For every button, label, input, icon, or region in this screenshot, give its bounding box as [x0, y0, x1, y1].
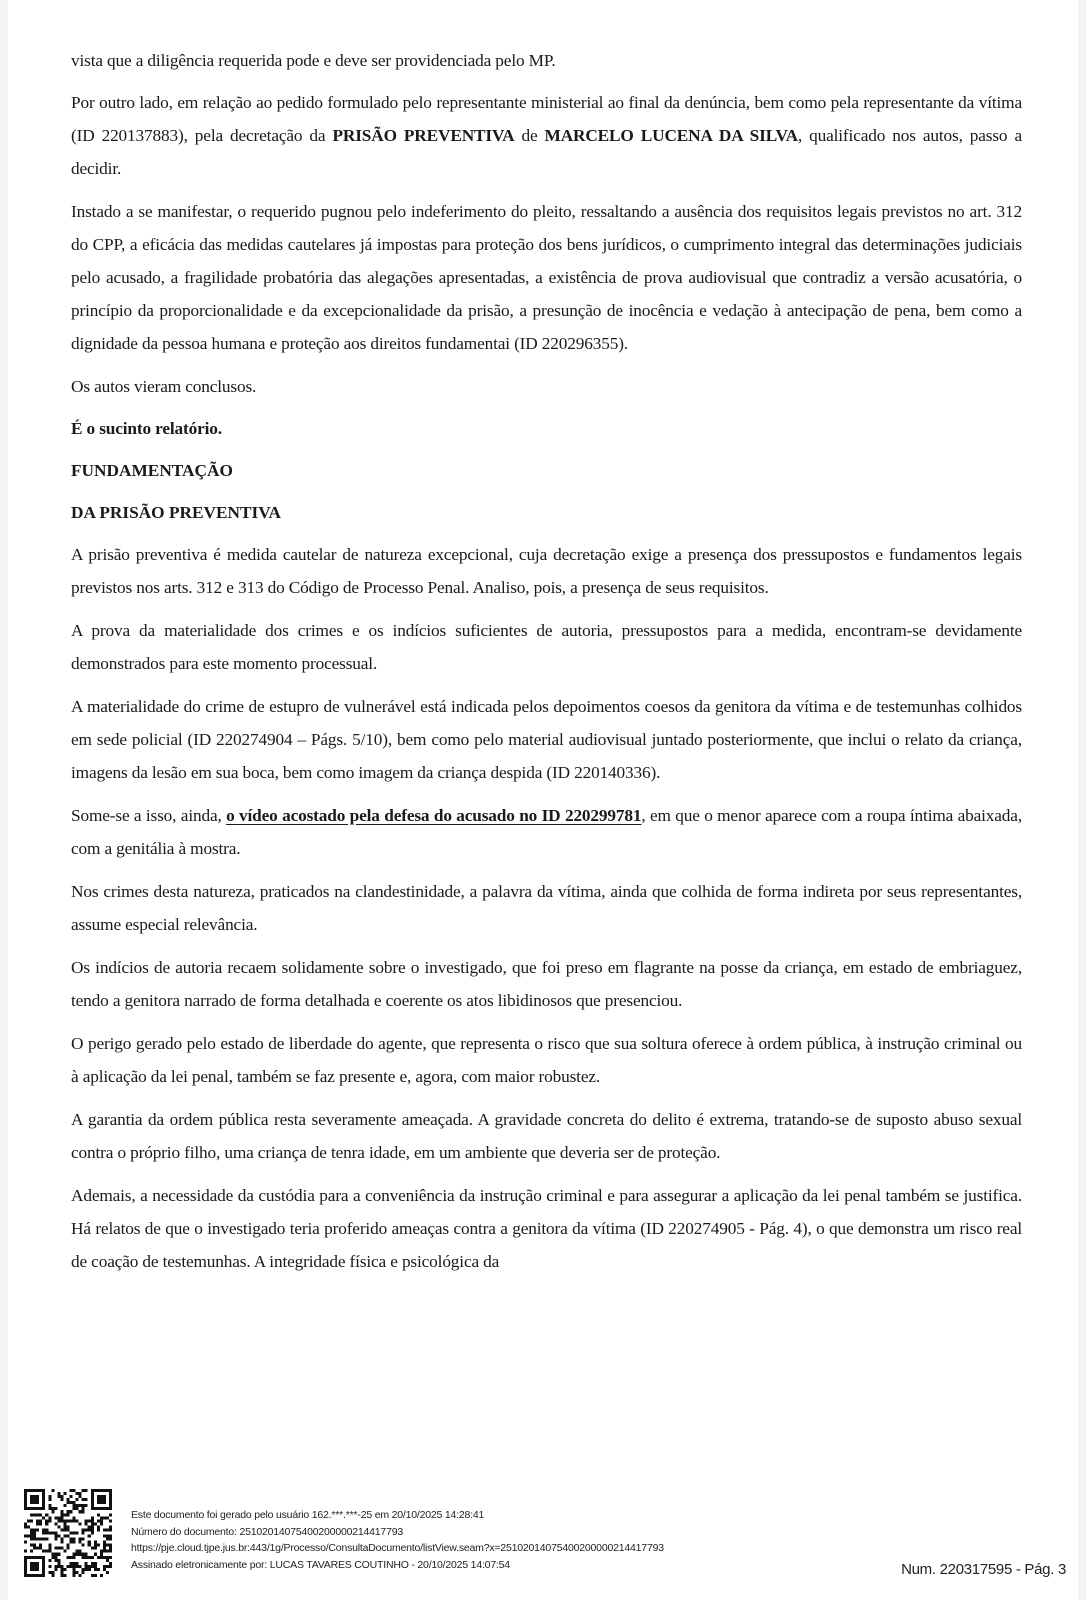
paragraph: Ademais, a necessidade da custódia para a conveniência da instrução criminal e para assegurar a aplicação da lei penal também se justifica. Há relatos de que o investigado teria proferido ameaças contra a genitora da vítima (ID 220274905 - Pág. 4), o que demonstra um risco real de coação de testemunhas. A integridade física e psicológica da [71, 1186, 1022, 1271]
paragraph-text: , em que o menor aparece com a roupa íntima abaixada, com a genitália à mostra. [71, 806, 1022, 858]
defendant-name: MARCELO LUCENA DA SILVA [544, 126, 798, 145]
paragraph: Os indícios de autoria recaem solidamente sobre o investigado, que foi preso em flagrante na posse da criança, em estado de embriaguez, tendo a genitora narrado de forma detalhada e coerente os atos libidinosos que presenciou. [71, 958, 1022, 1010]
paragraph: Instado a se manifestar, o requerido pugnou pelo indeferimento do pleito, ressaltando a ausência dos requisitos legais previstos no art. 312 do CPP, a eficácia das medidas cautelares já impostas para proteção dos bens jurídicos, o cumprimento integral das determinações judiciais pelo acusado, a fragilidade probatória das alegações apresentadas, a existência de prova audiovisual que contradiz a versão acusatória, o princípio da proporcionalidade e da excepcionalidade da prisão, a presunção de inocência e vedação à antecipação de pena, bem como a dignidade da pessoa humana e proteção aos direitos fundamentai (ID 220296355). [71, 202, 1022, 353]
paragraph [71, 86, 1022, 185]
paragraph: O perigo gerado pelo estado de liberdade do agente, que representa o risco que sua soltura oferece à ordem pública, à instrução criminal ou à aplicação da lei penal, também se faz presente e, agora, com maior robustez. [71, 1034, 1022, 1086]
page-number: Num. 220317595 - Pág. 3 [901, 1561, 1066, 1578]
paragraph: A materialidade do crime de estupro de vulnerável está indicada pelos depoimentos coesos da genitora da vítima e de testemunhas colhidos em sede policial (ID 220274904 – Págs. 5/10), bem como pelo material audiovisual juntado posteriormente, que inclui o relato da criança, imagens da lesão em sua boca, bem como imagem da criança despida (ID 220140336). [71, 697, 1022, 782]
paragraph: A prova da materialidade dos crimes e os indícios suficientes de autoria, pressupostos para a medida, encontram-se devidamente demonstrados para este momento processual. [71, 621, 1022, 673]
generated-by-text: Este documento foi gerado pelo usuário 162.***.***-25 em 20/10/2025 14:28:41 [131, 1509, 485, 1521]
bold-text: PRISÃO PREVENTIVA [332, 126, 515, 145]
document-url[interactable]: https://pje.cloud.tjpe.jus.br:443/1g/Processo/ConsultaDocumento/listView.seam?x=25102014075400200000214417793 [131, 1542, 664, 1554]
section-heading: FUNDAMENTAÇÃO [71, 461, 233, 480]
document-metadata [131, 1507, 664, 1573]
paragraph-text: Some-se a isso, ainda, [71, 806, 227, 825]
paragraph: A garantia da ordem pública resta severamente ameaçada. A gravidade concreta do delito é extrema, tratando-se de suposto abuso sexual contra o próprio filho, uma criança de tenra idade, em um ambiente que deveria ser de proteção. [71, 1110, 1022, 1162]
document-footer [8, 1480, 1078, 1600]
paragraph-text: , qualificado nos autos, passo a decidir. [71, 126, 1022, 178]
paragraph: A prisão preventiva é medida cautelar de natureza excepcional, cuja decretação exige a presença dos pressupostos e fundamentos legais previstos nos arts. 312 e 313 do Código de Processo Penal. Analiso, pois, a presença de seus requisitos. [71, 545, 1022, 597]
document-body [71, 44, 1022, 1288]
paragraph-text: Por outro lado, em relação ao pedido formulado pelo representante ministerial ao final da denúncia, bem como pela representante da vítima (ID 220137883), pela decretação da [71, 93, 1022, 145]
document-number-text: Número do documento: 25102014075400200000214417793 [131, 1525, 403, 1538]
paragraph-bold: É o sucinto relatório. [71, 419, 222, 438]
underlined-reference: o vídeo acostado pela defesa do acusado no ID 220299781 [226, 806, 642, 825]
paragraph: Nos crimes desta natureza, praticados na clandestinidade, a palavra da vítima, ainda que colhida de forma indireta por seus representantes, assume especial relevância. [71, 882, 1022, 934]
paragraph [71, 799, 1022, 865]
subsection-heading: DA PRISÃO PREVENTIVA [71, 503, 281, 522]
paragraph: Os autos vieram conclusos. [71, 377, 257, 396]
document-page [8, 0, 1078, 1600]
paragraph-text: de [514, 126, 545, 145]
signed-by-text: Assinado eletronicamente por: LUCAS TAVARES COUTINHO - 20/10/2025 14:07:54 [131, 1558, 510, 1571]
paragraph: vista que a diligência requerida pode e deve ser providenciada pelo MP. [71, 51, 556, 70]
qr-code-icon [24, 1489, 112, 1577]
